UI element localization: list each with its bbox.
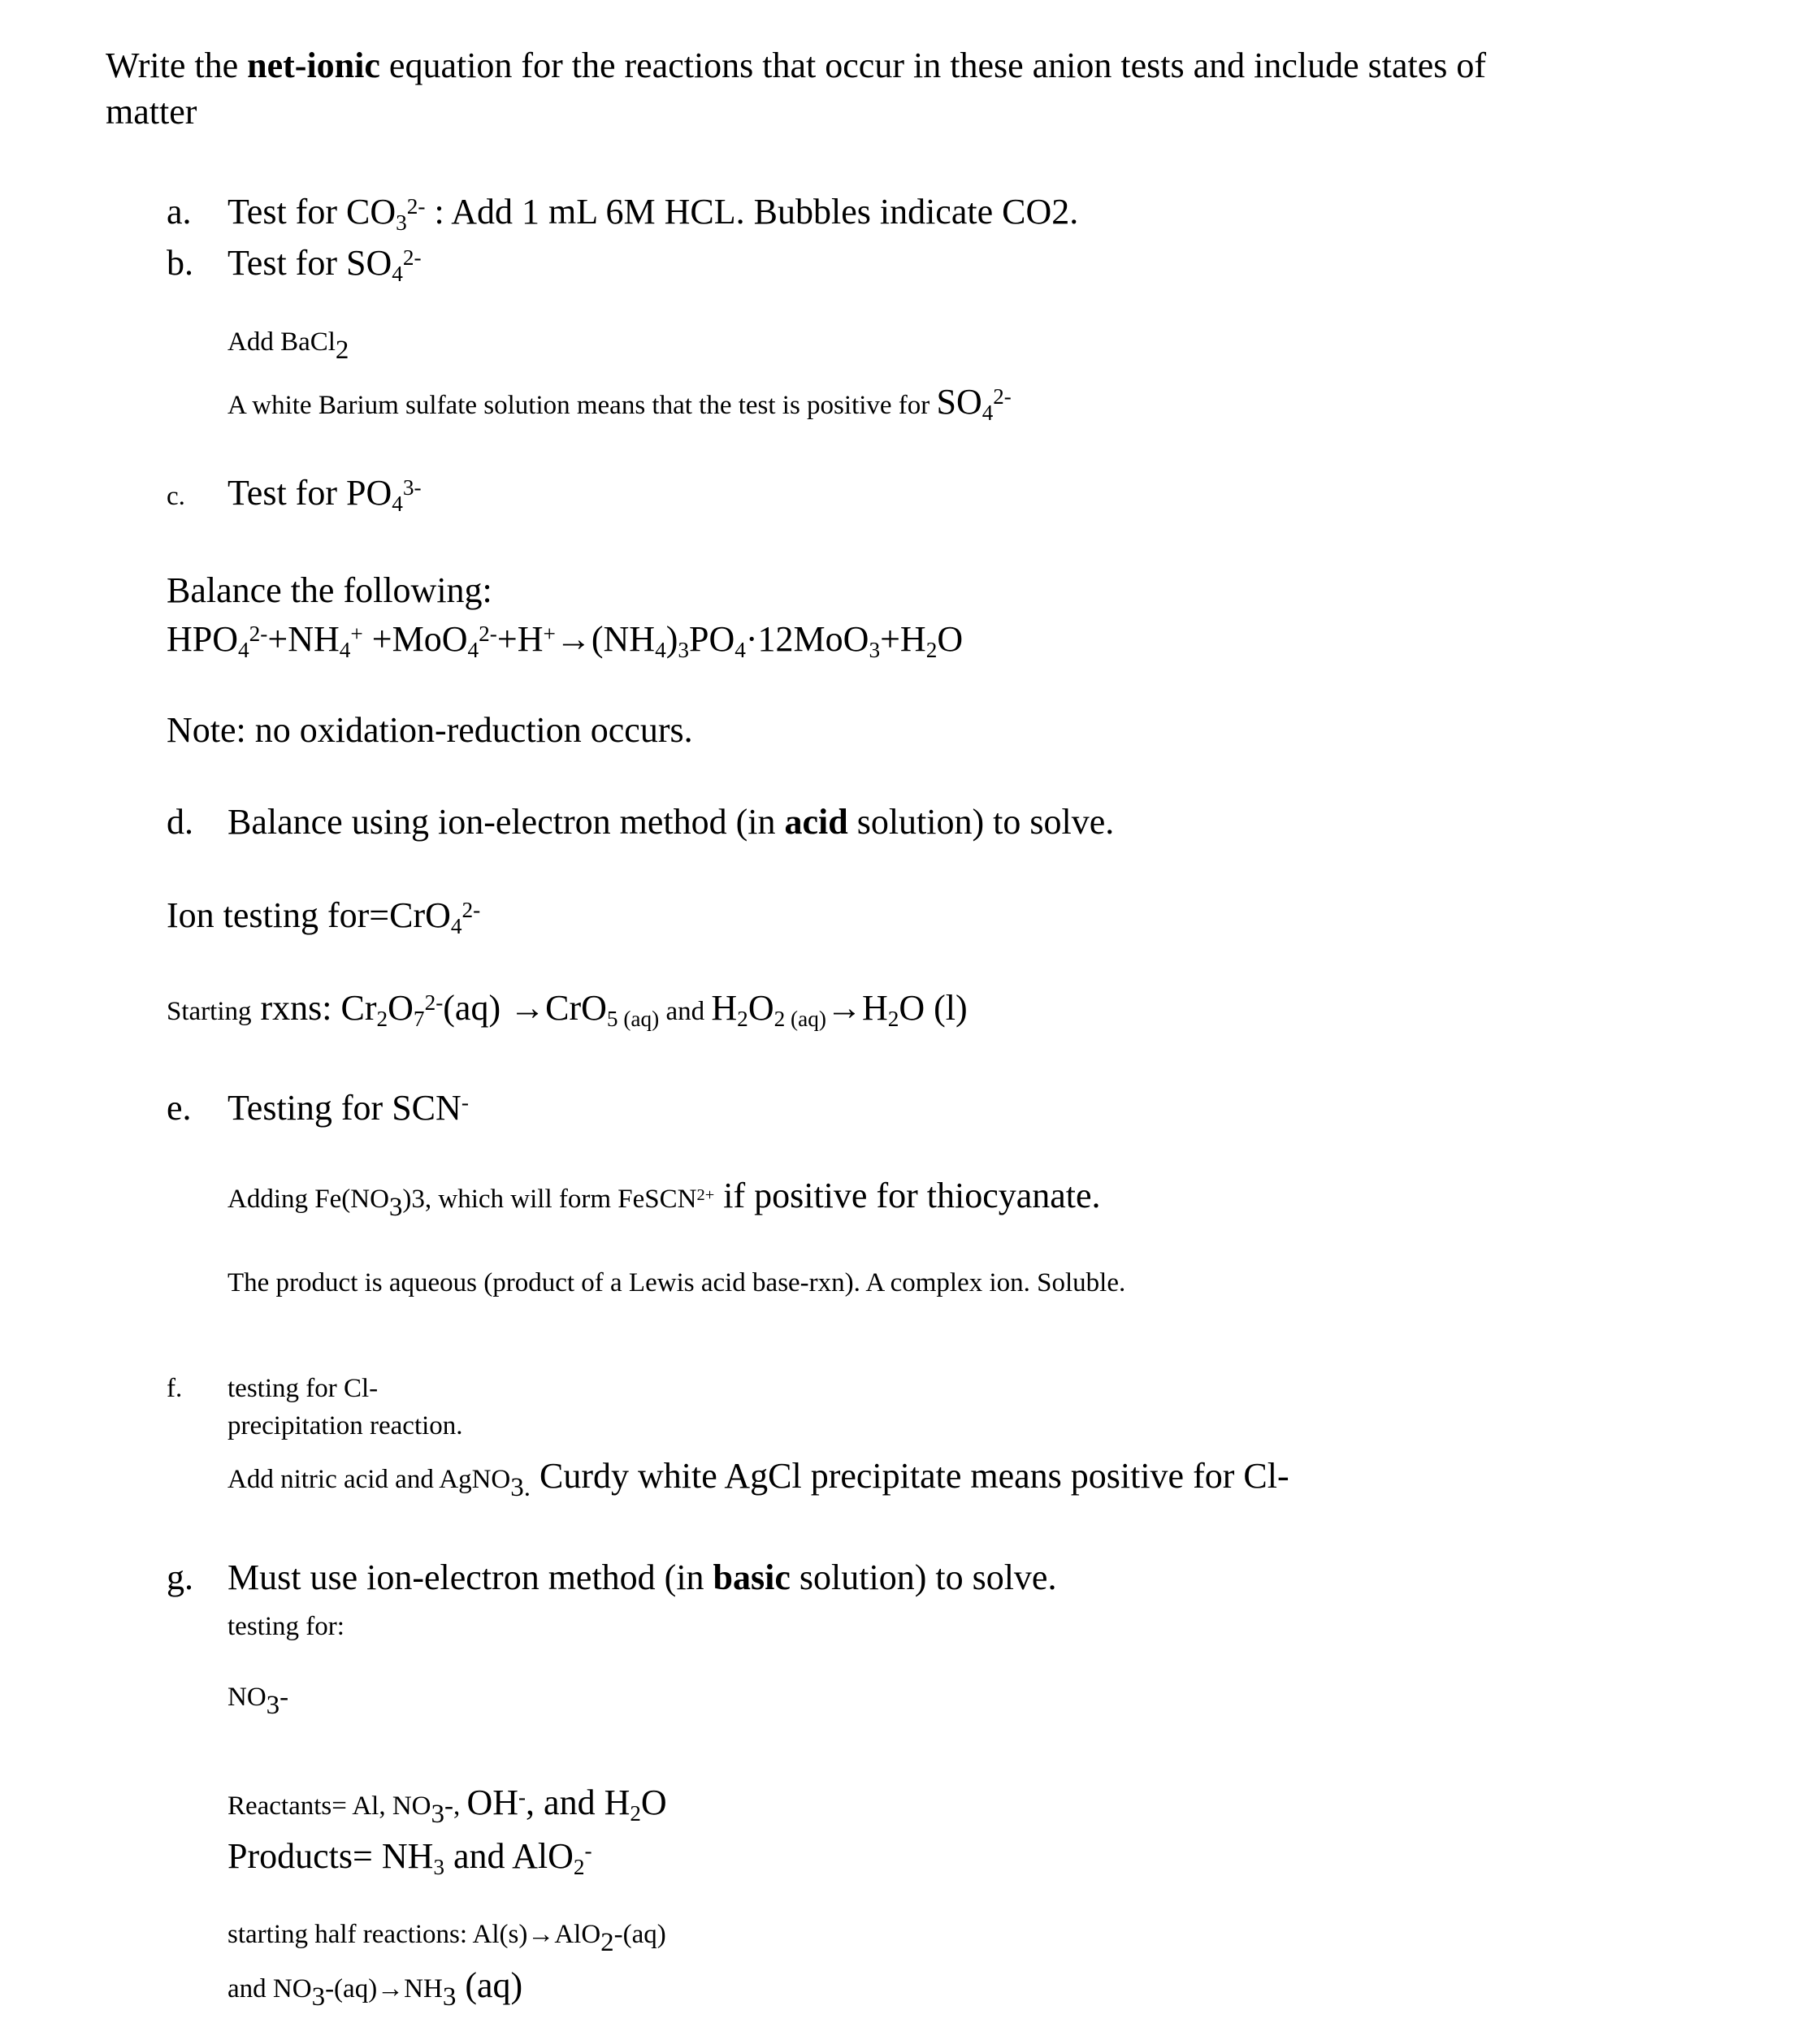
list-item-b <box>167 240 422 286</box>
text-segment: +H <box>496 619 544 659</box>
text-segment: Adding Fe(NO <box>228 1185 389 1214</box>
text-segment: 3 <box>442 1982 457 2012</box>
text-segment: 4 <box>339 637 351 662</box>
text-segment: +NH <box>267 619 340 659</box>
list-item-g-text <box>228 1557 1056 1597</box>
text-segment: 2- <box>462 897 481 922</box>
ferric-nitrate-note <box>228 1172 1101 1222</box>
text-segment: starting half reactions: Al(s)→AlO <box>228 1920 601 1949</box>
text-segment: 2- <box>993 383 1012 409</box>
text-segment: Add nitric acid and AgNO <box>228 1465 511 1494</box>
text-segment: O <box>748 988 774 1028</box>
products-line <box>228 1833 592 1879</box>
list-item-f-text <box>228 1374 378 1403</box>
text-segment: acid <box>784 802 848 842</box>
text-segment: - <box>584 1838 592 1863</box>
text-segment: NO <box>228 1683 266 1712</box>
text-segment: rxns: <box>251 988 341 1028</box>
text-segment: 3 <box>388 1192 403 1222</box>
text-segment: · <box>745 619 758 659</box>
text-segment: 4 <box>734 637 746 662</box>
text-segment: 2 <box>573 1854 585 1879</box>
text-segment: 12MoO <box>757 619 869 659</box>
text-segment: 2+ <box>696 1185 715 1204</box>
balance-heading <box>167 567 492 613</box>
text-segment: 4 <box>392 261 403 286</box>
list-item-d-marker: d. <box>167 802 193 842</box>
list-item-a-text <box>228 192 1079 235</box>
text-segment: 3 <box>311 1982 326 2012</box>
text-segment: PO <box>689 619 735 659</box>
text-segment: -(aq)→NH <box>325 1974 443 2004</box>
text-segment: 4 <box>450 913 462 938</box>
reactants-line <box>228 1779 667 1829</box>
text-segment: 4 <box>655 637 666 662</box>
redox-note <box>167 707 693 753</box>
text-segment: : Add 1 mL 6M HCL. Bubbles indicate CO2. <box>425 192 1079 232</box>
nitrate-half-reaction-line <box>228 1962 523 2012</box>
text-segment: 3 <box>396 210 407 235</box>
text-segment: Starting <box>167 997 252 1026</box>
list-item-g <box>167 1554 1056 1601</box>
text-segment: 2 <box>925 637 938 662</box>
list-item-f-marker: f. <box>167 1374 183 1403</box>
text-segment: (aq) →CrO <box>443 988 607 1028</box>
text-segment: Write the <box>106 45 248 85</box>
text-segment: Curdy white AgCl precipitate means positive for Cl- <box>531 1456 1289 1496</box>
text-segment: 2- <box>249 621 268 646</box>
text-segment: O <box>640 1783 667 1822</box>
text-segment: 2 <box>376 1006 388 1031</box>
text-segment: equation for the reactions that occur in these anion tests and include states of <box>379 45 1487 85</box>
list-item-b-text <box>228 243 422 286</box>
text-segment: 2 <box>887 1006 899 1031</box>
chromate-ion-testing-line <box>167 892 480 938</box>
text-segment: - <box>518 1784 526 1809</box>
text-segment: 2 <box>737 1006 748 1031</box>
text-segment: basic <box>713 1557 791 1597</box>
list-item-d-text <box>228 802 1114 842</box>
list-item-c-text <box>228 473 422 516</box>
intro-paragraph <box>106 42 1486 135</box>
text-segment: 2 <box>600 1927 614 1957</box>
text-segment: 2- <box>406 193 426 219</box>
text-segment: 4 <box>392 491 403 516</box>
testing-for-label <box>228 1609 344 1644</box>
text-segment: 3 <box>678 637 689 662</box>
text-segment: -(aq) <box>613 1920 666 1949</box>
text-segment: 3- <box>402 474 422 500</box>
text-segment: ) <box>665 619 678 659</box>
list-item-d <box>167 799 1114 845</box>
text-segment: 2- <box>402 245 422 270</box>
list-item-c <box>167 470 422 516</box>
text-segment: net-ionic <box>247 45 380 85</box>
text-segment: 3 <box>433 1854 445 1879</box>
text-segment: 3. <box>510 1472 531 1502</box>
aluminum-half-reaction-line <box>228 1917 666 1957</box>
text-segment: 4 <box>238 637 249 662</box>
bacl2-instruction <box>228 325 349 365</box>
text-segment: 4 <box>467 637 479 662</box>
text-segment: 3 <box>431 1799 444 1829</box>
text-segment: - <box>461 1089 469 1115</box>
list-item-e-text <box>228 1088 469 1128</box>
text-segment: H <box>711 988 738 1028</box>
precipitation-note <box>228 1409 463 1444</box>
text-segment: and AlO <box>444 1836 574 1876</box>
text-segment: Add BaCl <box>228 327 336 357</box>
text-segment: O <box>388 988 414 1028</box>
text-segment: Must use ion-electron method (in <box>228 1557 713 1597</box>
text-segment: Balance using ion-electron method (in <box>228 802 785 842</box>
text-segment: 7 <box>413 1006 425 1031</box>
text-segment: Test for PO <box>228 473 392 513</box>
text-segment: Ion testing for=CrO <box>167 895 451 935</box>
text-segment: SO <box>936 382 982 422</box>
text-segment: testing for: <box>228 1612 344 1641</box>
text-segment: Test for CO <box>228 192 396 232</box>
text-segment: O <box>937 619 964 659</box>
text-segment: solution) to solve. <box>847 802 1115 842</box>
list-item-c-marker: c. <box>167 482 185 511</box>
barium-sulfate-note <box>228 379 1012 425</box>
text-segment: + <box>350 621 363 646</box>
text-segment: The product is aqueous (product of a Lewis acid base-rxn). A complex ion. Soluble. <box>228 1268 1126 1297</box>
text-segment: , and H <box>526 1783 630 1822</box>
text-segment: solution) to solve. <box>790 1557 1057 1597</box>
text-segment: 3 <box>869 637 881 662</box>
nitric-acid-note <box>228 1453 1289 1502</box>
list-item-b-marker: b. <box>167 243 193 283</box>
text-segment: +H <box>880 619 926 659</box>
text-segment: -, <box>444 1791 467 1821</box>
complex-ion-note <box>228 1266 1125 1301</box>
text-segment: 2 <box>335 335 349 365</box>
text-segment: if positive for thiocyanate. <box>714 1176 1101 1215</box>
starting-reactions-line <box>167 985 968 1031</box>
text-segment: 2 (aq) <box>774 1006 826 1031</box>
text-segment: 2 <box>630 1800 641 1826</box>
phosphate-equation <box>167 616 963 662</box>
text-segment: Testing for SCN <box>228 1088 462 1128</box>
text-segment: precipitation reaction. <box>228 1411 463 1440</box>
list-item-g-marker: g. <box>167 1557 193 1597</box>
text-segment: and <box>659 997 712 1026</box>
text-segment: and NO <box>228 1974 312 2004</box>
text-segment: 5 (aq) <box>606 1006 660 1031</box>
text-segment: O (l) <box>899 988 968 1028</box>
text-segment: Note: no oxidation-reduction occurs. <box>167 710 693 750</box>
list-item-e-marker: e. <box>167 1088 192 1128</box>
text-segment: →H <box>826 988 888 1028</box>
text-segment: )3, which will form FeSCN <box>402 1185 697 1214</box>
text-segment: 2- <box>424 990 444 1015</box>
text-segment: →(NH <box>555 619 656 659</box>
list-item-a-marker: a. <box>167 192 192 232</box>
text-segment: - <box>280 1683 289 1712</box>
nitrate-ion-line <box>228 1680 289 1720</box>
text-segment: +MoO <box>362 619 468 659</box>
text-segment: 4 <box>982 400 994 425</box>
text-segment: Test for SO <box>228 243 392 283</box>
list-item-e <box>167 1085 469 1131</box>
text-segment: + <box>543 621 556 646</box>
text-segment: Products= NH <box>228 1836 434 1876</box>
text-segment: testing for Cl- <box>228 1374 379 1403</box>
text-segment: Reactants= Al, NO <box>228 1791 431 1821</box>
text-segment: matter <box>106 92 197 132</box>
text-segment: 3 <box>266 1690 280 1720</box>
text-segment: A white Barium sulfate solution means that the test is positive for <box>228 391 937 420</box>
list-item-a <box>167 188 1078 235</box>
text-segment: (aq) <box>456 1965 523 2005</box>
text-segment: OH <box>466 1783 519 1822</box>
list-item-f <box>167 1362 378 1408</box>
text-segment: 2- <box>479 621 497 646</box>
text-segment: Cr <box>340 988 377 1028</box>
text-segment: HPO <box>167 619 239 659</box>
text-segment: Balance the following: <box>167 570 492 610</box>
